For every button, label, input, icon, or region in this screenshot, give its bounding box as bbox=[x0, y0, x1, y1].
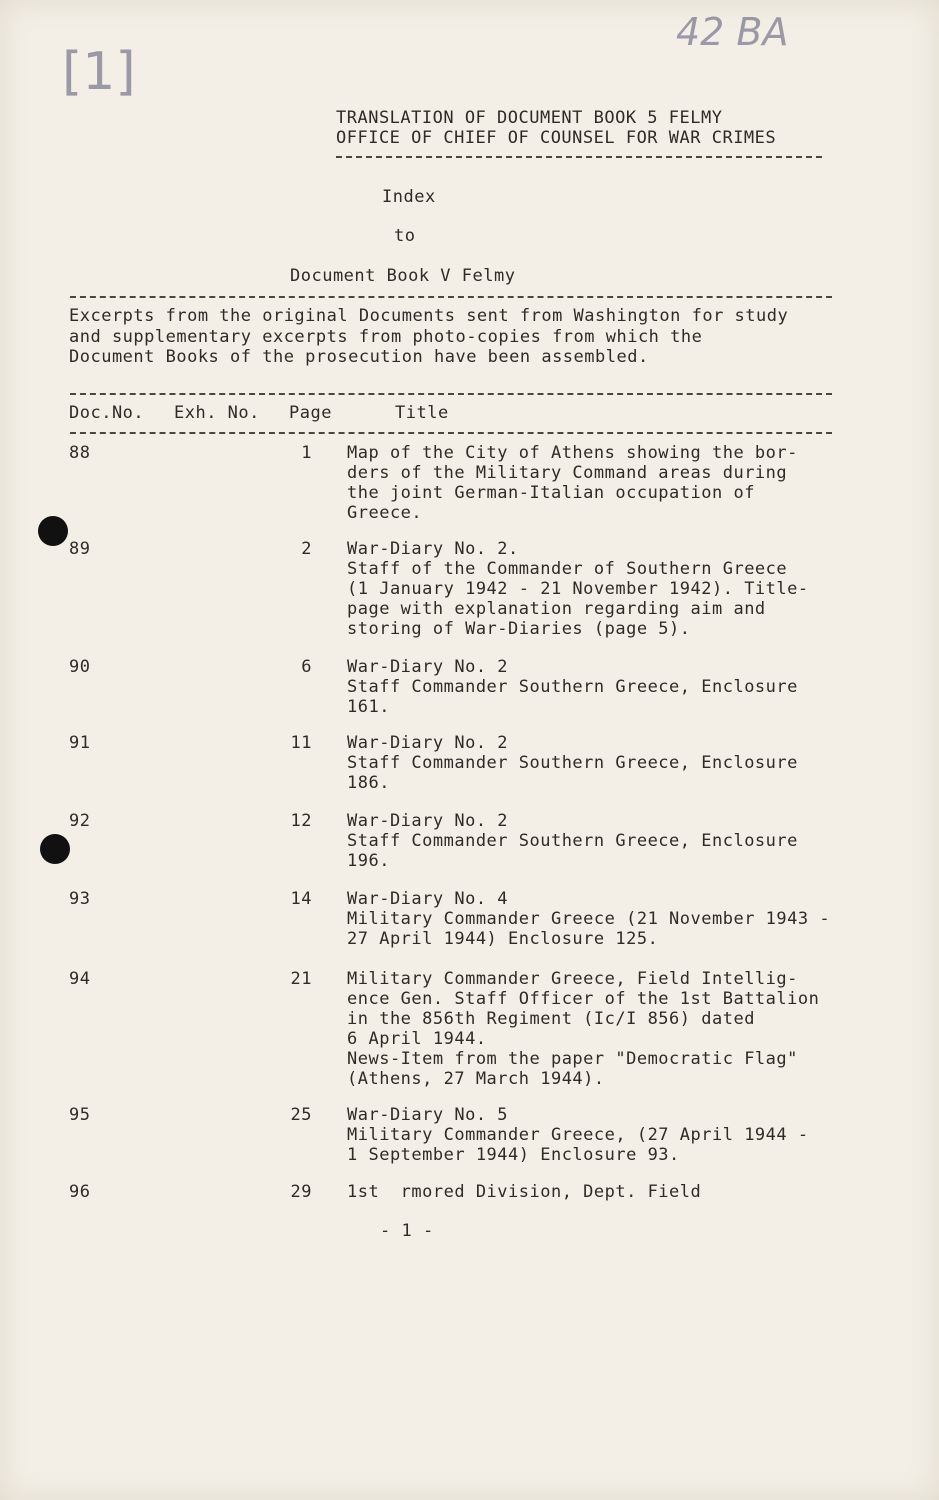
title-line: 1 September 1944) Enclosure 93. bbox=[347, 1145, 680, 1165]
title-line: Map of the City of Athens showing the bor- bbox=[347, 443, 798, 463]
doc-number: 90 bbox=[69, 657, 91, 677]
title-line: Military Commander Greece, Field Intellig- bbox=[347, 969, 798, 989]
title-line: Staff Commander Southern Greece, Enclosure bbox=[347, 831, 798, 851]
title-line: War-Diary No. 2 bbox=[347, 657, 509, 677]
columns-top-divider bbox=[70, 393, 832, 395]
punch-hole-upper bbox=[38, 516, 68, 546]
page-number-cell: 6 bbox=[301, 657, 312, 677]
intro-line-3: Document Books of the prosecution have been assembled. bbox=[69, 347, 649, 367]
title-cell bbox=[347, 733, 907, 793]
column-header-exh-no: Exh. No. bbox=[174, 403, 260, 423]
title-line: 186. bbox=[347, 773, 390, 793]
title-line: the joint German-Italian occupation of bbox=[347, 483, 755, 503]
title-line: Greece. bbox=[347, 503, 423, 523]
title-cell bbox=[347, 811, 907, 871]
title-line: in the 856th Regiment (Ic/I 856) dated bbox=[347, 1009, 755, 1029]
title-line: storing of War-Diaries (page 5). bbox=[347, 619, 691, 639]
title-divider bbox=[70, 296, 832, 298]
title-line: ders of the Military Command areas during bbox=[347, 463, 788, 483]
columns-bottom-divider bbox=[70, 432, 832, 434]
intro-line-1: Excerpts from the original Documents sent from Washington for study bbox=[69, 306, 789, 326]
title-line: (1 January 1942 - 21 November 1942). Title- bbox=[347, 579, 809, 599]
title-line: 6 April 1944. bbox=[347, 1029, 487, 1049]
document-book-title: Document Book V Felmy bbox=[290, 266, 516, 286]
title-line: 196. bbox=[347, 851, 390, 871]
title-line: (Athens, 27 March 1944). bbox=[347, 1069, 605, 1089]
column-header-title: Title bbox=[395, 403, 449, 423]
title-cell bbox=[347, 1182, 907, 1202]
doc-number: 91 bbox=[69, 733, 91, 753]
title-line: War-Diary No. 2 bbox=[347, 733, 509, 753]
handwritten-bracket-number: [1] bbox=[62, 42, 136, 102]
title-line: War-Diary No. 2. bbox=[347, 539, 519, 559]
header-line-1: TRANSLATION OF DOCUMENT BOOK 5 FELMY bbox=[336, 108, 723, 128]
title-line: 27 April 1944) Enclosure 125. bbox=[347, 929, 659, 949]
title-line: News-Item from the paper "Democratic Flag" bbox=[347, 1049, 798, 1069]
title-cell bbox=[347, 889, 907, 949]
title-line: Staff Commander Southern Greece, Enclosure bbox=[347, 677, 798, 697]
title-cell bbox=[347, 969, 907, 1089]
header-divider bbox=[336, 156, 822, 158]
title-line: page with explanation regarding aim and bbox=[347, 599, 766, 619]
title-line: Military Commander Greece (21 November 1943 - bbox=[347, 909, 831, 929]
index-heading: Index bbox=[382, 187, 436, 207]
title-line: Military Commander Greece, (27 April 1944 - bbox=[347, 1125, 809, 1145]
title-cell bbox=[347, 539, 907, 639]
title-line: War-Diary No. 5 bbox=[347, 1105, 509, 1125]
title-cell bbox=[347, 443, 907, 523]
punch-hole-lower bbox=[40, 834, 70, 864]
title-line: Staff of the Commander of Southern Greece bbox=[347, 559, 788, 579]
title-cell bbox=[347, 1105, 907, 1165]
title-line: 1st rmored Division, Dept. Field bbox=[347, 1182, 702, 1202]
doc-number: 92 bbox=[69, 811, 91, 831]
header-line-2: OFFICE OF CHIEF OF COUNSEL FOR WAR CRIMES bbox=[336, 128, 777, 148]
doc-number: 89 bbox=[69, 539, 91, 559]
page-number-cell: 12 bbox=[290, 811, 312, 831]
doc-number: 95 bbox=[69, 1105, 91, 1125]
title-line: War-Diary No. 2 bbox=[347, 811, 509, 831]
title-line: Staff Commander Southern Greece, Enclosure bbox=[347, 753, 798, 773]
page-number-cell: 11 bbox=[290, 733, 312, 753]
handwritten-reference: 42 BA bbox=[676, 10, 789, 54]
page-number-cell: 1 bbox=[301, 443, 312, 463]
title-line: ence Gen. Staff Officer of the 1st Battalion bbox=[347, 989, 820, 1009]
page-number-cell: 29 bbox=[290, 1182, 312, 1202]
doc-number: 94 bbox=[69, 969, 91, 989]
title-cell bbox=[347, 657, 907, 717]
page-number: - 1 - bbox=[380, 1221, 434, 1241]
title-line: War-Diary No. 4 bbox=[347, 889, 509, 909]
page-number-cell: 21 bbox=[290, 969, 312, 989]
column-header-doc-no: Doc.No. bbox=[69, 403, 145, 423]
doc-number: 93 bbox=[69, 889, 91, 909]
doc-number: 88 bbox=[69, 443, 91, 463]
page-number-cell: 14 bbox=[290, 889, 312, 909]
intro-line-2: and supplementary excerpts from photo-copies from which the bbox=[69, 327, 703, 347]
index-to: to bbox=[394, 226, 416, 246]
page-number-cell: 25 bbox=[290, 1105, 312, 1125]
column-header-page: Page bbox=[289, 403, 332, 423]
title-line: 161. bbox=[347, 697, 390, 717]
page-number-cell: 2 bbox=[301, 539, 312, 559]
doc-number: 96 bbox=[69, 1182, 91, 1202]
